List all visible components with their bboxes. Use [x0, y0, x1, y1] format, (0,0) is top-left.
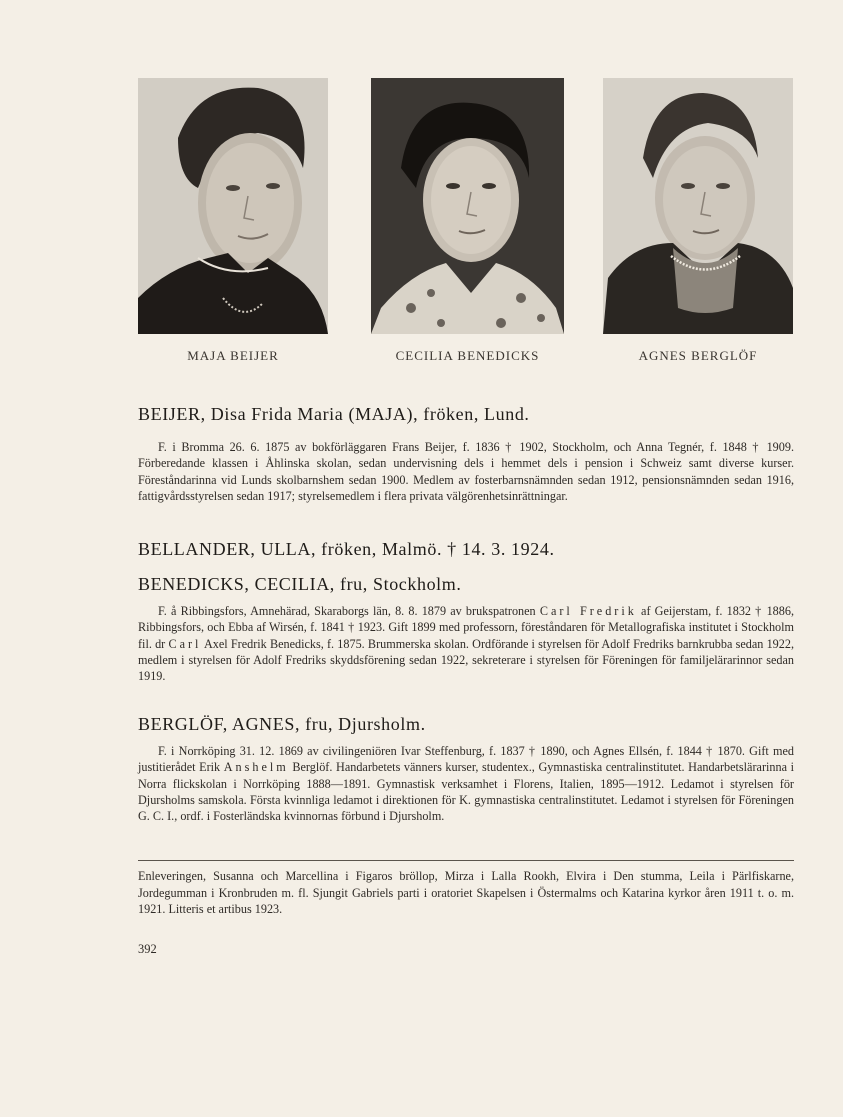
portrait-cecilia-benedicks: [371, 78, 564, 334]
portrait-caption: CECILIA BENEDICKS: [395, 348, 540, 363]
footnote: Enleveringen, Susanna och Marcellina i Figaros bröllop, Mirza i Lalla Rookh, Elvira i Den stumma, Leila i Pärlfiskarne, Jordegumman i Kronbruden m. fl. Sjungit Gabriels parti i oratoriet Skapelsen i Östermalms och Katarina kyrkor åren 1911 t. o. m. 1921. Litteris et artibus 1923.: [138, 869, 794, 916]
entry-text-beijer: F. i Bromma 26. 6. 1875 av bokförläggaren Frans Beijer, f. 1836 † 1902, Stockholm, och Anna Tegnér, f. 1848 † 1909. Förberedande klassen i Åhlinska skolan, sedan undervisning dels i hemmet dels i pension i Schweiz samt diverse kurser. Föreståndarinna vid Lunds skolbarnshem sedan 1900. Medlem av fosterbarnsnämnden sedan 1912, pensionsnämnden sedan 1916, fattigvårdsstyrelsen sedan 1917; styrelsemedlem i flera privata välgörenhetsinrättningar.: [138, 440, 794, 503]
page-number: 392: [138, 942, 157, 956]
text-segment: Berglöf. Handarbetets vänners kurser, studentex., Gymnastiska centralinstitutet. Handarbetslärarinna i Norra flickskolan i Norrköping 1888—1891. Gymnastisk verksamhet i Florens, Italien, 1895—1912. Ledamot i styrelsen för Djursholms samskola. Första kvinnliga ledamot i direktionen för K. gymnastiska centralinstitutet. Ledamot i styrelsen för Föreningen G. C. I., ordf. i Fosterländska kvinnornas förbund i Djursholm.: [138, 760, 794, 824]
portrait-agnes-berglof: [603, 78, 793, 334]
text-segment: af Geijerstam, f. 1832 † 1886, Ribbingsfors, och Ebba af Wirsén, f. 1841 † 1923. Gift 1899 med professorn, föreståndaren för Metallografiska institutet i Stockholm fil. dr: [138, 604, 794, 651]
text-segment: F. i Norrköping 31. 12. 1869 av civilingeniören Ivar Steffenburg, f. 1837 † 1890, och Agnes Ellsén, f. 1844 † 1870. Gift med justitierådet Erik: [138, 744, 794, 775]
spaced-name: Anshelm: [223, 760, 289, 775]
entry-heading-berglof: BERGLÖF, AGNES, fru, Djursholm.: [138, 714, 426, 734]
portrait-maja-beijer: [138, 78, 328, 334]
text-segment: Axel Fredrik Benedicks, f. 1875. Brummerska skolan. Ordförande i styrelsen för Adolf Fredriks barnkrubba sedan 1922, medlem i styrelsen för Adolf Fredriks skyddsförening sedan 1922, sekreterare i styrelsen för Föreningen för familjelärarinnor sedan 1919.: [138, 636, 794, 684]
entry-heading-beijer: BEIJER, Disa Frida Maria (MAJA), fröken, Lund.: [138, 404, 530, 424]
spaced-name: Carl: [168, 636, 202, 651]
footnote-divider: [138, 860, 794, 861]
text-segment: F. å Ribbingsfors, Amnehärad, Skaraborgs län, 8. 8. 1879 av brukspatronen: [158, 604, 540, 618]
portrait-caption: AGNES BERGLÖF: [638, 348, 758, 363]
entry-text-benedicks: [138, 603, 794, 684]
spaced-name: Carl Fredrik: [539, 604, 637, 618]
entry-text-berglof: [138, 743, 794, 824]
portrait-caption: MAJA BEIJER: [187, 348, 279, 363]
entry-heading-benedicks: BENEDICKS, CECILIA, fru, Stockholm.: [138, 574, 462, 594]
entry-heading-bellander: BELLANDER, ULLA, fröken, Malmö. † 14. 3. 1924.: [138, 539, 555, 559]
